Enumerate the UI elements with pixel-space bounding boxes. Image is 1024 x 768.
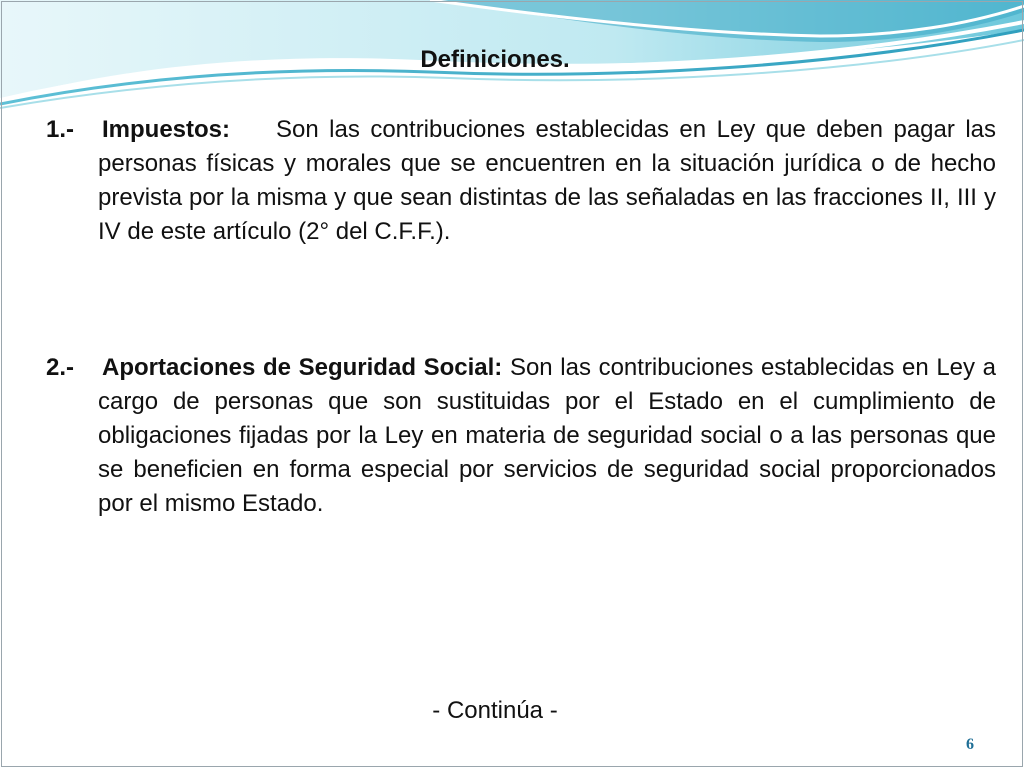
definition-item-impuestos [46,113,996,249]
item-term: Impuestos: [102,116,231,143]
slide-title: Definiciones. [420,46,570,73]
item-definition: Son las contribuciones establecidas en Ley a cargo de personas que son sustituidas por el Estado en el cumplimiento de obligaciones fijadas por la Ley en materia de seguridad social o a las personas que se beneficien en forma especial por servicios de seguridad social proporcionados por el mismo Estado. [98,354,996,517]
item-term: Aportaciones de Seguridad Social: [102,354,503,381]
item-definition: Son las contribuciones establecidas en Ley que deben pagar las personas físicas y morales que se encuentren en la situación jurídica o de hecho prevista por la misma y que sean distintas de las señaladas en las fracciones II, III y IV de este artículo (2° del C.F.F.). [98,116,996,245]
page-number: 6 [966,736,974,753]
definition-item-aportaciones [46,351,996,521]
continue-label: - Continúa - [432,697,558,724]
item-number: 1.- [46,116,75,143]
item-number: 2.- [46,354,75,381]
